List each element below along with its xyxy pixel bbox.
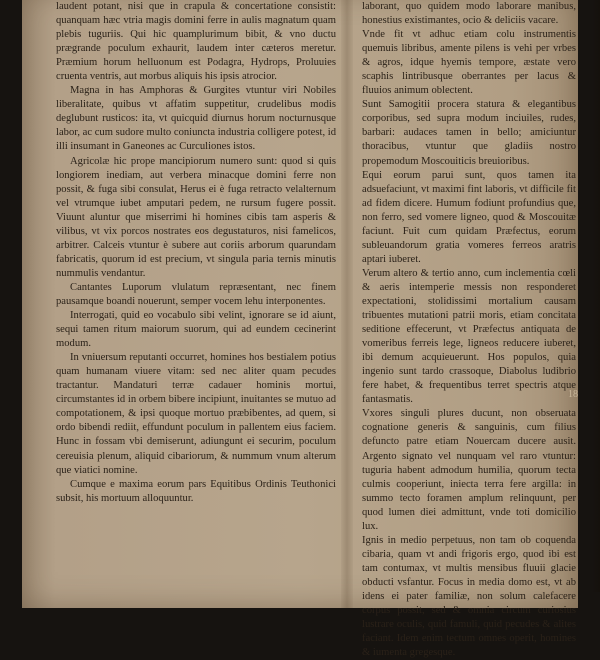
page-fold-shadow [341,0,353,608]
paragraph: Sunt Samogitii procera statura & elegantibus corporibus, sed supra modum inciuiles, rudes, barbari: audaces tamen in bello; amiciuntur thoracibus, vtuntur que gladiis nostro propemodum Moscouiticis breuioribus. [362,99,576,167]
paragraph: Cumque e maxima eorum pars Equitibus Ordinis Teuthonici subsit, his mortuum alloquuntur. [56,478,336,504]
paragraph: Cantantes Luporum vlulatum repræsentant, nec finem pausamque boandi nouerunt, semper vocem lehu interponentes. [56,281,336,307]
paragraph: Ignis in medio perpetuus, non tam ob coquenda cibaria, quam vt andi frigoris ergo, quod ibi est tam contumax, vt multis mensibus fluuii glacie obducti vsfantur. Focus in media domo est, vt ab idens ei pater familiæ, non solum calefacere corpus possit, sed & omnia circum curiosius lustrare oculis, quid famuli, quid pecudes & alites faciant. Idem enim tectum omnes operit, homines & iumenta gregesque. [362,534,576,659]
paragraph: Interrogati, quid eo vocabulo sibi velint, ignorare se id aiunt, sequi tamen ritum maiorum suorum, qui ad eundem cecinerint modum. [56,310,336,350]
paragraph: Equi eorum parui sunt, quos tamen ita adsuefaciunt, vt maximi fint laboris, vt difficile fit ad fidem dicere. Humum fodiunt profundius que, non ferro, sed vomere ligneo, quod & Moscouitæ faciunt. Fuit cum quidam Præfectus, eorum subleuandorum gratia vomeres ferreos aratris aptari iuberet. [362,169,576,265]
paragraph: Vnde fit vt adhuc etiam colu instrumentis quemuis libribus, amente pilens is vehi per vrbes & agros, idque hyemis tempore, æstate vero scaphis lintribusque oberrantes per lacus & fluuios animum oblectent. [362,29,576,97]
paragraph: Agricolæ hic prope mancipiorum numero sunt: quod si quis longiorem inediam, aut verbera minacque domini ferre non possit, & fuga sibi consulat, Herus ei è fuga retracto velalternum vel vtrumque iubet amputari pedem, ne rursum fugere possit. Viuunt aluntur que miserrimi hi homines cibis tam asperis & vilibus, vt vix porcos nostrates eos degustaturos, nisi famelicos, arbitrer. Calceis vtuntur è subere aut coriis arborum quarundam fabricatis, quorum id est precium, vt singula paria ternis minutis nummulis vendantur. [56,155,336,279]
paragraph: In vniuersum reputanti occurret, homines hos bestialem potius quam humanam viuere vitam: sed nec aliter quam pecudes tractantur. Mandaturi terræ cadauer hominis mortui, circumstantes id in orbem bibere incipiunt, inuitantes se mutuo ad compotationem, & ipsi quoque mortuo præbibentes, ad quem, si ordo bibendi rediit, effundunt poculum in pallentem eius faciem. Hunc in fossam vbi demiserunt, adiungunt ei securim, poculum cereuisia plenum, aliquid cibariorum, & nummum vnum alterum que viatici nomine. [56,352,336,476]
page-edge-shadow [592,0,600,592]
paragraph: Vxores singuli plures ducunt, non obseruata cognatione generis & sanguinis, cum filius defuncto patre etiam Nouercam ducere ausit. Argento signato vel nunquam vel raro vtuntur: tuguria habent admodum humilia, quorum tecta culmis cooperiunt, iniecta terra fere argilla: in summo tecto foramen amplum relinquunt, per quod lumen diei admittunt, vnde toti domicilio lux. [362,408,576,532]
paragraph: Verum altero & tertio anno, cum inclementia cœli & aeris intemperie messis non responderet expectationi, stolidissimi mortalium causam tribuentes mutationi patrii moris, etiam concitata seditione effecerunt, vt Præfectus antiquata de vomeribus ferreis lege, ligneos reducere iuberet, ibi demum acquieuerunt. Hos populos, quia ingenio sunt tardo crassoque, Diabolus ludibrio fere habet, & frequentibus terret spectris atque fantasmatis. [362,267,576,406]
right-text-column [362,0,576,660]
paragraph: laudent potant, nisi que in crapula & concertatione consistit: quanquam hæc vtria magis domini ferre in aulis magnatum quam plebis tuguriis. Qui hic quamplurimum bibit, & vno ductu prægrande poculum exhaurit, laudem inter cæteros meretur. Præmium horum helluonum est Podagra, Hydrops, Proluuies cruenta ventris, aut morbus aliquis his ipsis atrocior. [56,1,336,83]
left-text-column [56,0,336,506]
book-page [22,0,578,659]
paragraph: laborant, quo quidem modo laborare manibus, honestius existimantes, ocio & deliciis vacare. [362,1,576,27]
paragraph: Magna in has Amphoras & Gurgites vtuntur viri Nobiles liberalitate, quibus vt affatim suppetitur, crudelibus modis deglubunt rusticos: ita, vt quicquid diurnus horum nocturnusque labor, ac cum sudore multo coniuncta industria colligere potest, id illi insumant in Ganeones ac Curculiones istos. [56,85,336,153]
margin-page-number: 18 [568,389,578,400]
